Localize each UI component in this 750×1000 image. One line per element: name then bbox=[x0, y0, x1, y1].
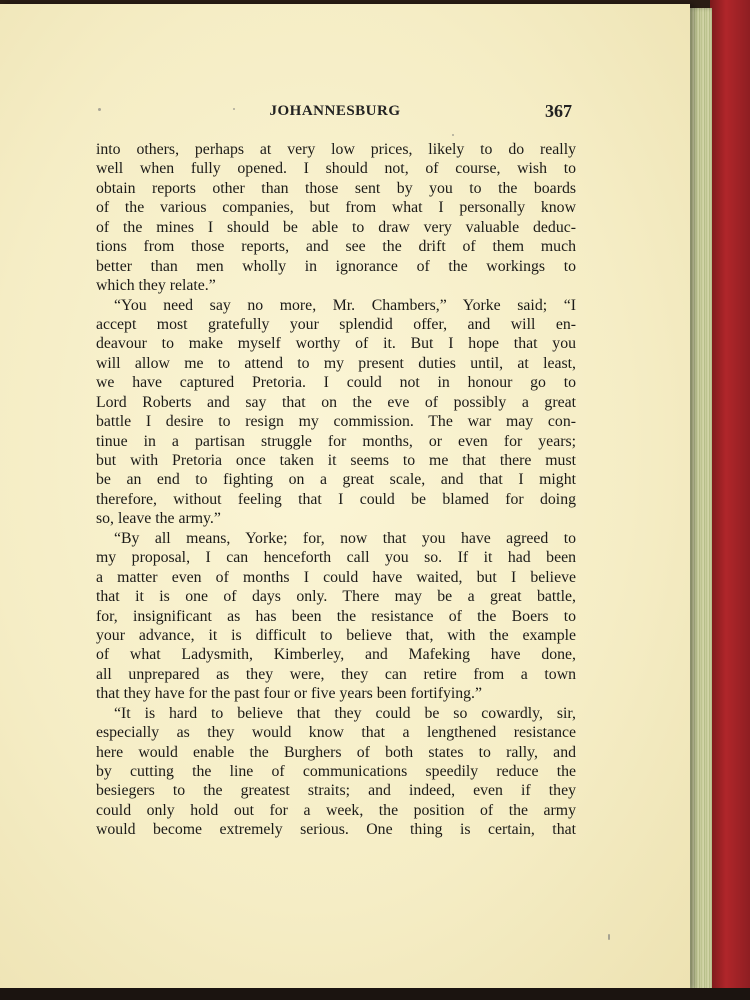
text-line: tions from those reports, and see the drift of them much bbox=[96, 238, 576, 256]
book-cover-edge bbox=[710, 0, 750, 1000]
text-line: a matter even of months I could have waited, but I believe bbox=[96, 568, 576, 586]
text-line: into others, perhaps at very low prices, likely to do really bbox=[96, 141, 576, 158]
text-line: my proposal, I can henceforth call you so. If it had been bbox=[96, 549, 576, 567]
text-line: Lord Roberts and say that on the eve of possibly a great bbox=[96, 393, 576, 411]
text-line: that it is one of days only. There may be a great battle, bbox=[96, 588, 576, 606]
text-line: accept most gratefully your splendid offer, and will en- bbox=[96, 315, 576, 333]
text-line: for, insignificant as has been the resistance of the Boers to bbox=[96, 607, 576, 625]
text-line: by cutting the line of communications speedily reduce the bbox=[96, 763, 576, 780]
text-line: battle I desire to resign my commission. The war may con- bbox=[96, 413, 576, 431]
text-line: well when fully opened. I should not, of course, wish to bbox=[96, 160, 576, 178]
text-line: “By all means, Yorke; for, now that you have agreed to bbox=[114, 529, 576, 547]
running-title: JOHANNESBURG bbox=[269, 103, 401, 119]
text-line: obtain reports other than those sent by you to the boards bbox=[96, 179, 576, 197]
text-line: “It is hard to believe that they could be so cowardly, sir, bbox=[114, 704, 576, 722]
text-line: so, leave the army.” bbox=[96, 510, 221, 528]
text-line: of the mines I should be able to draw very valuable deduc- bbox=[96, 218, 576, 236]
text-line: be an end to fighting on a great scale, and that I might bbox=[96, 471, 576, 489]
scan-bottom-shadow bbox=[0, 988, 750, 1000]
text-line: here would enable the Burghers of both states to rally, and bbox=[96, 743, 576, 761]
text-line: will allow me to attend to my present duties until, at least, bbox=[96, 354, 576, 372]
text-line: but with Pretoria once taken it seems to me that there must bbox=[96, 452, 576, 469]
text-line: which they relate.” bbox=[96, 277, 216, 295]
text-line: of the various companies, but from what I personally know bbox=[96, 199, 576, 217]
text-line: could only hold out for a week, the position of the army bbox=[96, 801, 576, 819]
text-line: especially as they would know that a lengthened resistance bbox=[96, 724, 576, 742]
text-line: we have captured Pretoria. I could not in honour go to bbox=[96, 374, 576, 392]
text-line: your advance, it is difficult to believe that, with the example bbox=[96, 626, 576, 644]
text-line: better than men wholly in ignorance of the workings to bbox=[96, 257, 576, 275]
text-line: deavour to make myself worthy of it. But I hope that you bbox=[96, 335, 576, 353]
text-line: tinue in a partisan struggle for months, or even for years; bbox=[96, 432, 576, 450]
text-line: besiegers to the greatest straits; and indeed, even if they bbox=[96, 782, 576, 800]
text-line: all unprepared as they were, they can retire from a town bbox=[96, 665, 576, 683]
body-text bbox=[96, 140, 576, 840]
page-number: 367 bbox=[545, 101, 572, 121]
text-line: of what Ladysmith, Kimberley, and Mafeking have done, bbox=[96, 646, 576, 664]
text-line: would become extremely serious. One thing is certain, that bbox=[96, 821, 576, 839]
text-line: that they have for the past four or five years been fortifying.” bbox=[96, 685, 482, 703]
running-header bbox=[96, 101, 574, 125]
text-line: therefore, without feeling that I could be blamed for doing bbox=[96, 490, 576, 508]
text-line: “You need say no more, Mr. Chambers,” Yorke said; “I bbox=[114, 296, 576, 314]
